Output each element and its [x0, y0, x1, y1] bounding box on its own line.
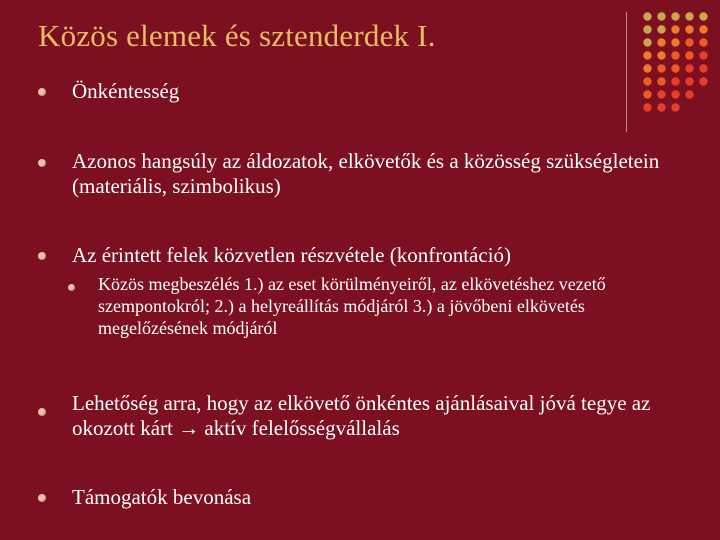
decorative-dot-grid — [643, 12, 715, 114]
bullet-icon — [38, 88, 46, 96]
vertical-divider — [626, 12, 627, 132]
sub-bullet-text: Közös megbeszélés 1.) az eset körülményeiről, az elkövetéshez vezető szempontokról; 2.) a helyreállítás módjáról 3.) a jövőbeni elkövetés megelőzésének módjáról — [98, 274, 606, 338]
bullet-text: Az érintett felek közvetlen részvétele (konfrontáció) — [72, 243, 512, 267]
bullet-text: Önkéntesség — [72, 79, 180, 103]
slide-title: Közös elemek és sztenderdek I. — [38, 18, 436, 53]
bullet-icon — [38, 252, 46, 260]
sub-bullet-icon — [68, 284, 75, 291]
bullet-icon — [38, 494, 46, 502]
bullet-icon — [38, 408, 46, 416]
bullet-icon — [38, 159, 46, 167]
bullet-text: Azonos hangsúly az áldozatok, elkövetők és a közösség szükségletein (materiális, szimbolikus) — [72, 149, 660, 198]
bullet-text: Lehetőség arra, hogy az elkövető önkéntes ajánlásaival jóvá tegye az okozott kárt → aktív felelősségvállalás — [72, 391, 651, 440]
bullet-text: Támogatók bevonása — [72, 485, 252, 509]
